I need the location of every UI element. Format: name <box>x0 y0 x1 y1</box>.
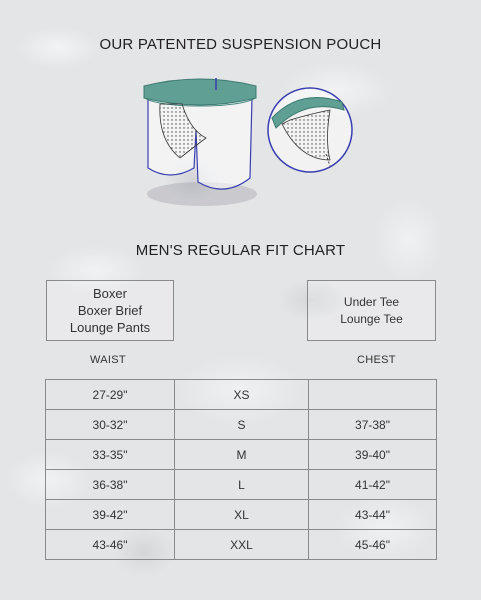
waistband <box>144 79 256 105</box>
table-row <box>46 500 437 530</box>
size-cell: S <box>175 410 309 440</box>
size-cell: XS <box>175 380 309 410</box>
size-cell: XXL <box>175 530 309 560</box>
waist-cell: 39-42" <box>46 500 175 530</box>
size-table <box>45 379 437 560</box>
table-row <box>46 470 437 500</box>
waist-cell: 43-46" <box>46 530 175 560</box>
chest-cell <box>309 380 437 410</box>
waist-cell: 33-35" <box>46 440 175 470</box>
waist-cell: 27-29" <box>46 380 175 410</box>
table-row <box>46 530 437 560</box>
tops-category-box <box>307 280 436 341</box>
chest-cell: 45-46" <box>309 530 437 560</box>
size-cell: M <box>175 440 309 470</box>
size-cell: XL <box>175 500 309 530</box>
chest-cell: 41-42" <box>309 470 437 500</box>
category-label: Lounge Pants <box>69 320 151 335</box>
shadow <box>147 182 257 206</box>
chest-cell: 39-40" <box>309 440 437 470</box>
waist-cell: 30-32" <box>46 410 175 440</box>
suspension-pouch-illustration <box>130 70 360 220</box>
table-row <box>46 380 437 410</box>
page-title: OUR PATENTED SUSPENSION POUCH <box>99 36 382 53</box>
chest-cell: 43-44" <box>309 500 437 530</box>
table-row <box>46 410 437 440</box>
category-label: Boxer Brief <box>77 303 143 318</box>
waist-cell: 36-38" <box>46 470 175 500</box>
size-cell: L <box>175 470 309 500</box>
category-label: Lounge Tee <box>340 311 403 326</box>
pouch-detail-circle <box>268 88 352 172</box>
bottoms-category-box <box>46 280 174 341</box>
chest-column-header: CHEST <box>357 354 396 366</box>
table-row <box>46 440 437 470</box>
category-label: Under Tee <box>343 294 400 309</box>
fit-chart-title: MEN'S REGULAR FIT CHART <box>135 242 346 259</box>
waist-column-header: WAIST <box>90 354 126 366</box>
chest-cell: 37-38" <box>309 410 437 440</box>
category-label: Boxer <box>93 286 127 301</box>
